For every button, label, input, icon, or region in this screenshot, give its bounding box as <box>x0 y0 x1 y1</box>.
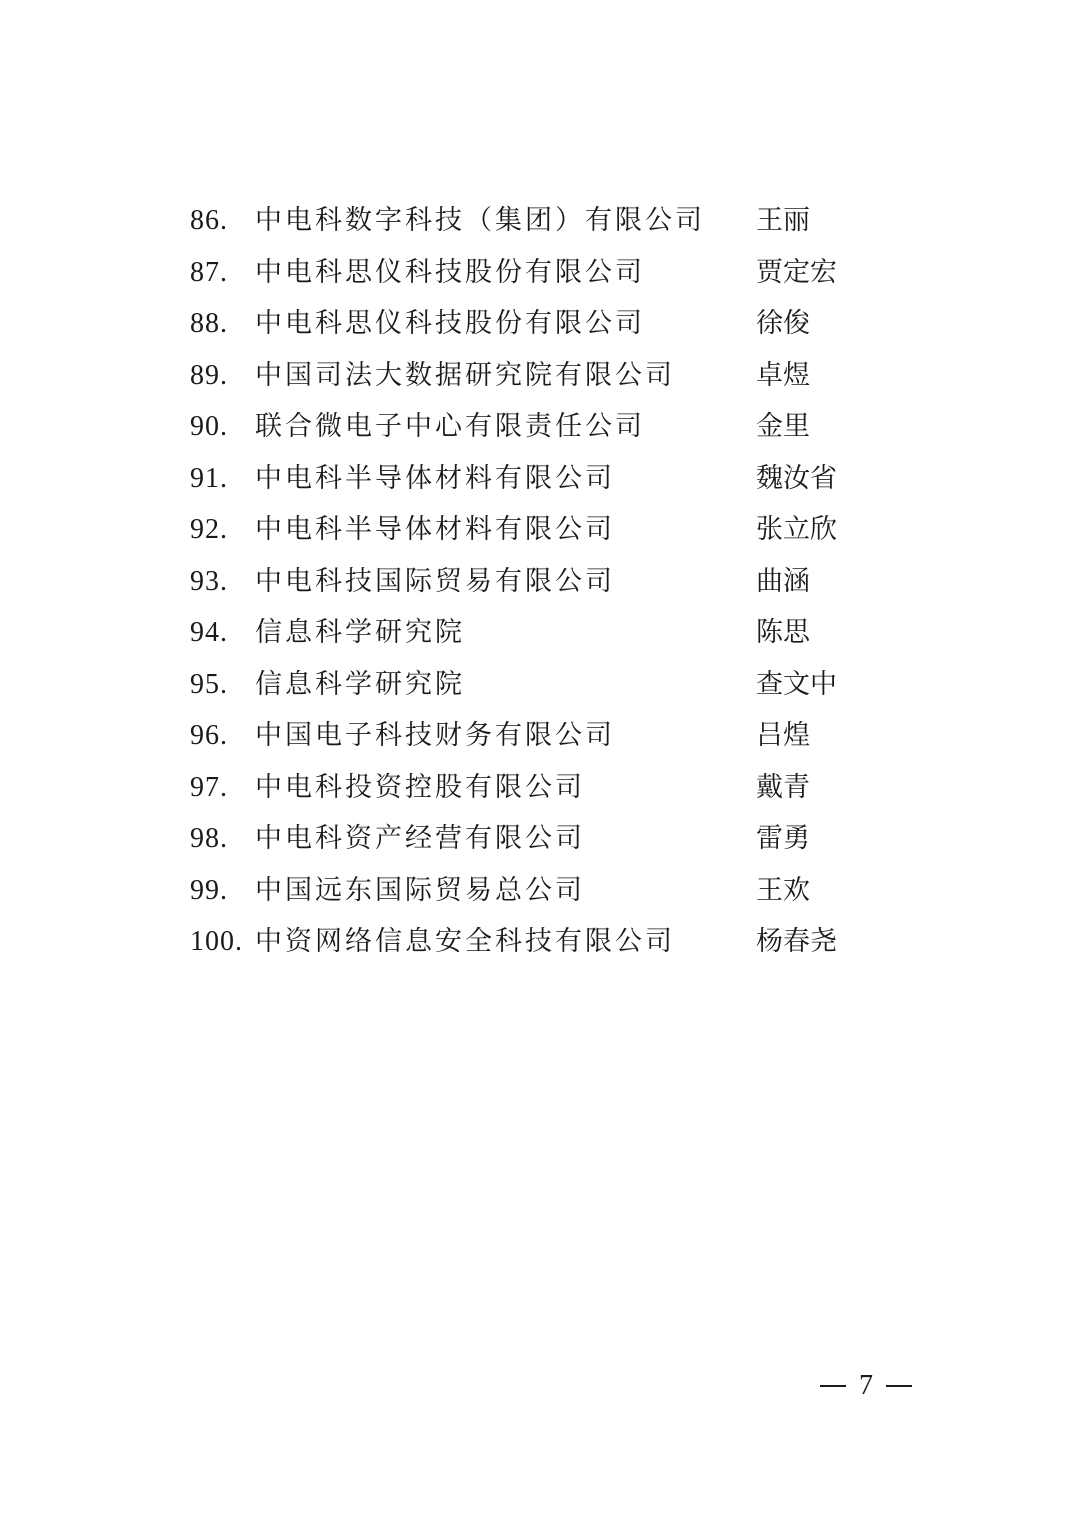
item-number: 86. <box>190 205 228 236</box>
item-number: 96. <box>190 720 228 751</box>
organization-name: 中电科投资控股有限公司 <box>255 771 585 803</box>
item-number: 94. <box>190 617 228 648</box>
organization-name: 中电科半导体材料有限公司 <box>255 462 615 494</box>
list-item <box>0 356 1080 396</box>
person-name: 王丽 <box>756 205 810 236</box>
list-item <box>0 819 1080 859</box>
organization-name: 中资网络信息安全科技有限公司 <box>255 926 675 957</box>
list-item <box>0 562 1080 602</box>
organization-name: 中电科思仪科技股份有限公司 <box>255 308 645 339</box>
person-name: 雷勇 <box>756 823 810 854</box>
item-number: 90. <box>190 411 228 442</box>
item-number: 91. <box>190 462 228 494</box>
organization-name: 中国远东国际贸易总公司 <box>255 874 585 906</box>
person-name: 曲涵 <box>756 565 810 597</box>
item-number: 100. <box>190 926 243 957</box>
item-number: 88. <box>190 308 228 339</box>
list-item <box>0 922 1080 962</box>
person-name: 王欢 <box>756 874 810 906</box>
item-number: 87. <box>190 256 228 288</box>
organization-name: 信息科学研究院 <box>255 668 465 700</box>
item-number: 92. <box>190 514 228 545</box>
list-item <box>0 510 1080 550</box>
organization-name: 联合微电子中心有限责任公司 <box>255 411 645 442</box>
list-item <box>0 871 1080 911</box>
list-item <box>0 613 1080 653</box>
list-item <box>0 407 1080 447</box>
list-item <box>0 665 1080 705</box>
organization-name: 中电科数字科技（集团）有限公司 <box>255 205 705 236</box>
organization-name: 中电科技国际贸易有限公司 <box>255 565 615 597</box>
person-name: 查文中 <box>756 668 837 700</box>
person-name: 徐俊 <box>756 308 810 339</box>
organization-name: 中电科半导体材料有限公司 <box>255 514 615 545</box>
item-number: 99. <box>190 874 228 906</box>
person-name: 卓煜 <box>756 359 810 391</box>
organization-name: 中电科资产经营有限公司 <box>255 823 585 854</box>
organization-name: 中国司法大数据研究院有限公司 <box>255 359 675 391</box>
item-number: 95. <box>190 668 228 700</box>
item-number: 97. <box>190 771 228 803</box>
person-name: 魏汝省 <box>756 462 837 494</box>
page-number <box>820 1368 912 1404</box>
person-name: 贾定宏 <box>756 256 837 288</box>
list-item <box>0 459 1080 499</box>
person-name: 戴青 <box>756 771 810 803</box>
list-item <box>0 768 1080 808</box>
list-item <box>0 201 1080 241</box>
list-item <box>0 304 1080 344</box>
person-name: 吕煌 <box>756 720 810 751</box>
organization-name: 信息科学研究院 <box>255 617 465 648</box>
organization-name: 中国电子科技财务有限公司 <box>255 720 615 751</box>
item-number: 93. <box>190 565 228 597</box>
person-name: 张立欣 <box>756 514 837 545</box>
item-number: 89. <box>190 359 228 391</box>
left-dash <box>820 1385 846 1387</box>
list-item <box>0 716 1080 756</box>
item-number: 98. <box>190 823 228 854</box>
organization-name: 中电科思仪科技股份有限公司 <box>255 256 645 288</box>
page-number-value: 7 <box>859 1370 873 1401</box>
person-name: 金里 <box>756 411 810 442</box>
list-item <box>0 253 1080 293</box>
person-name: 陈思 <box>756 617 810 648</box>
right-dash <box>886 1385 912 1387</box>
person-name: 杨春尧 <box>756 926 837 957</box>
